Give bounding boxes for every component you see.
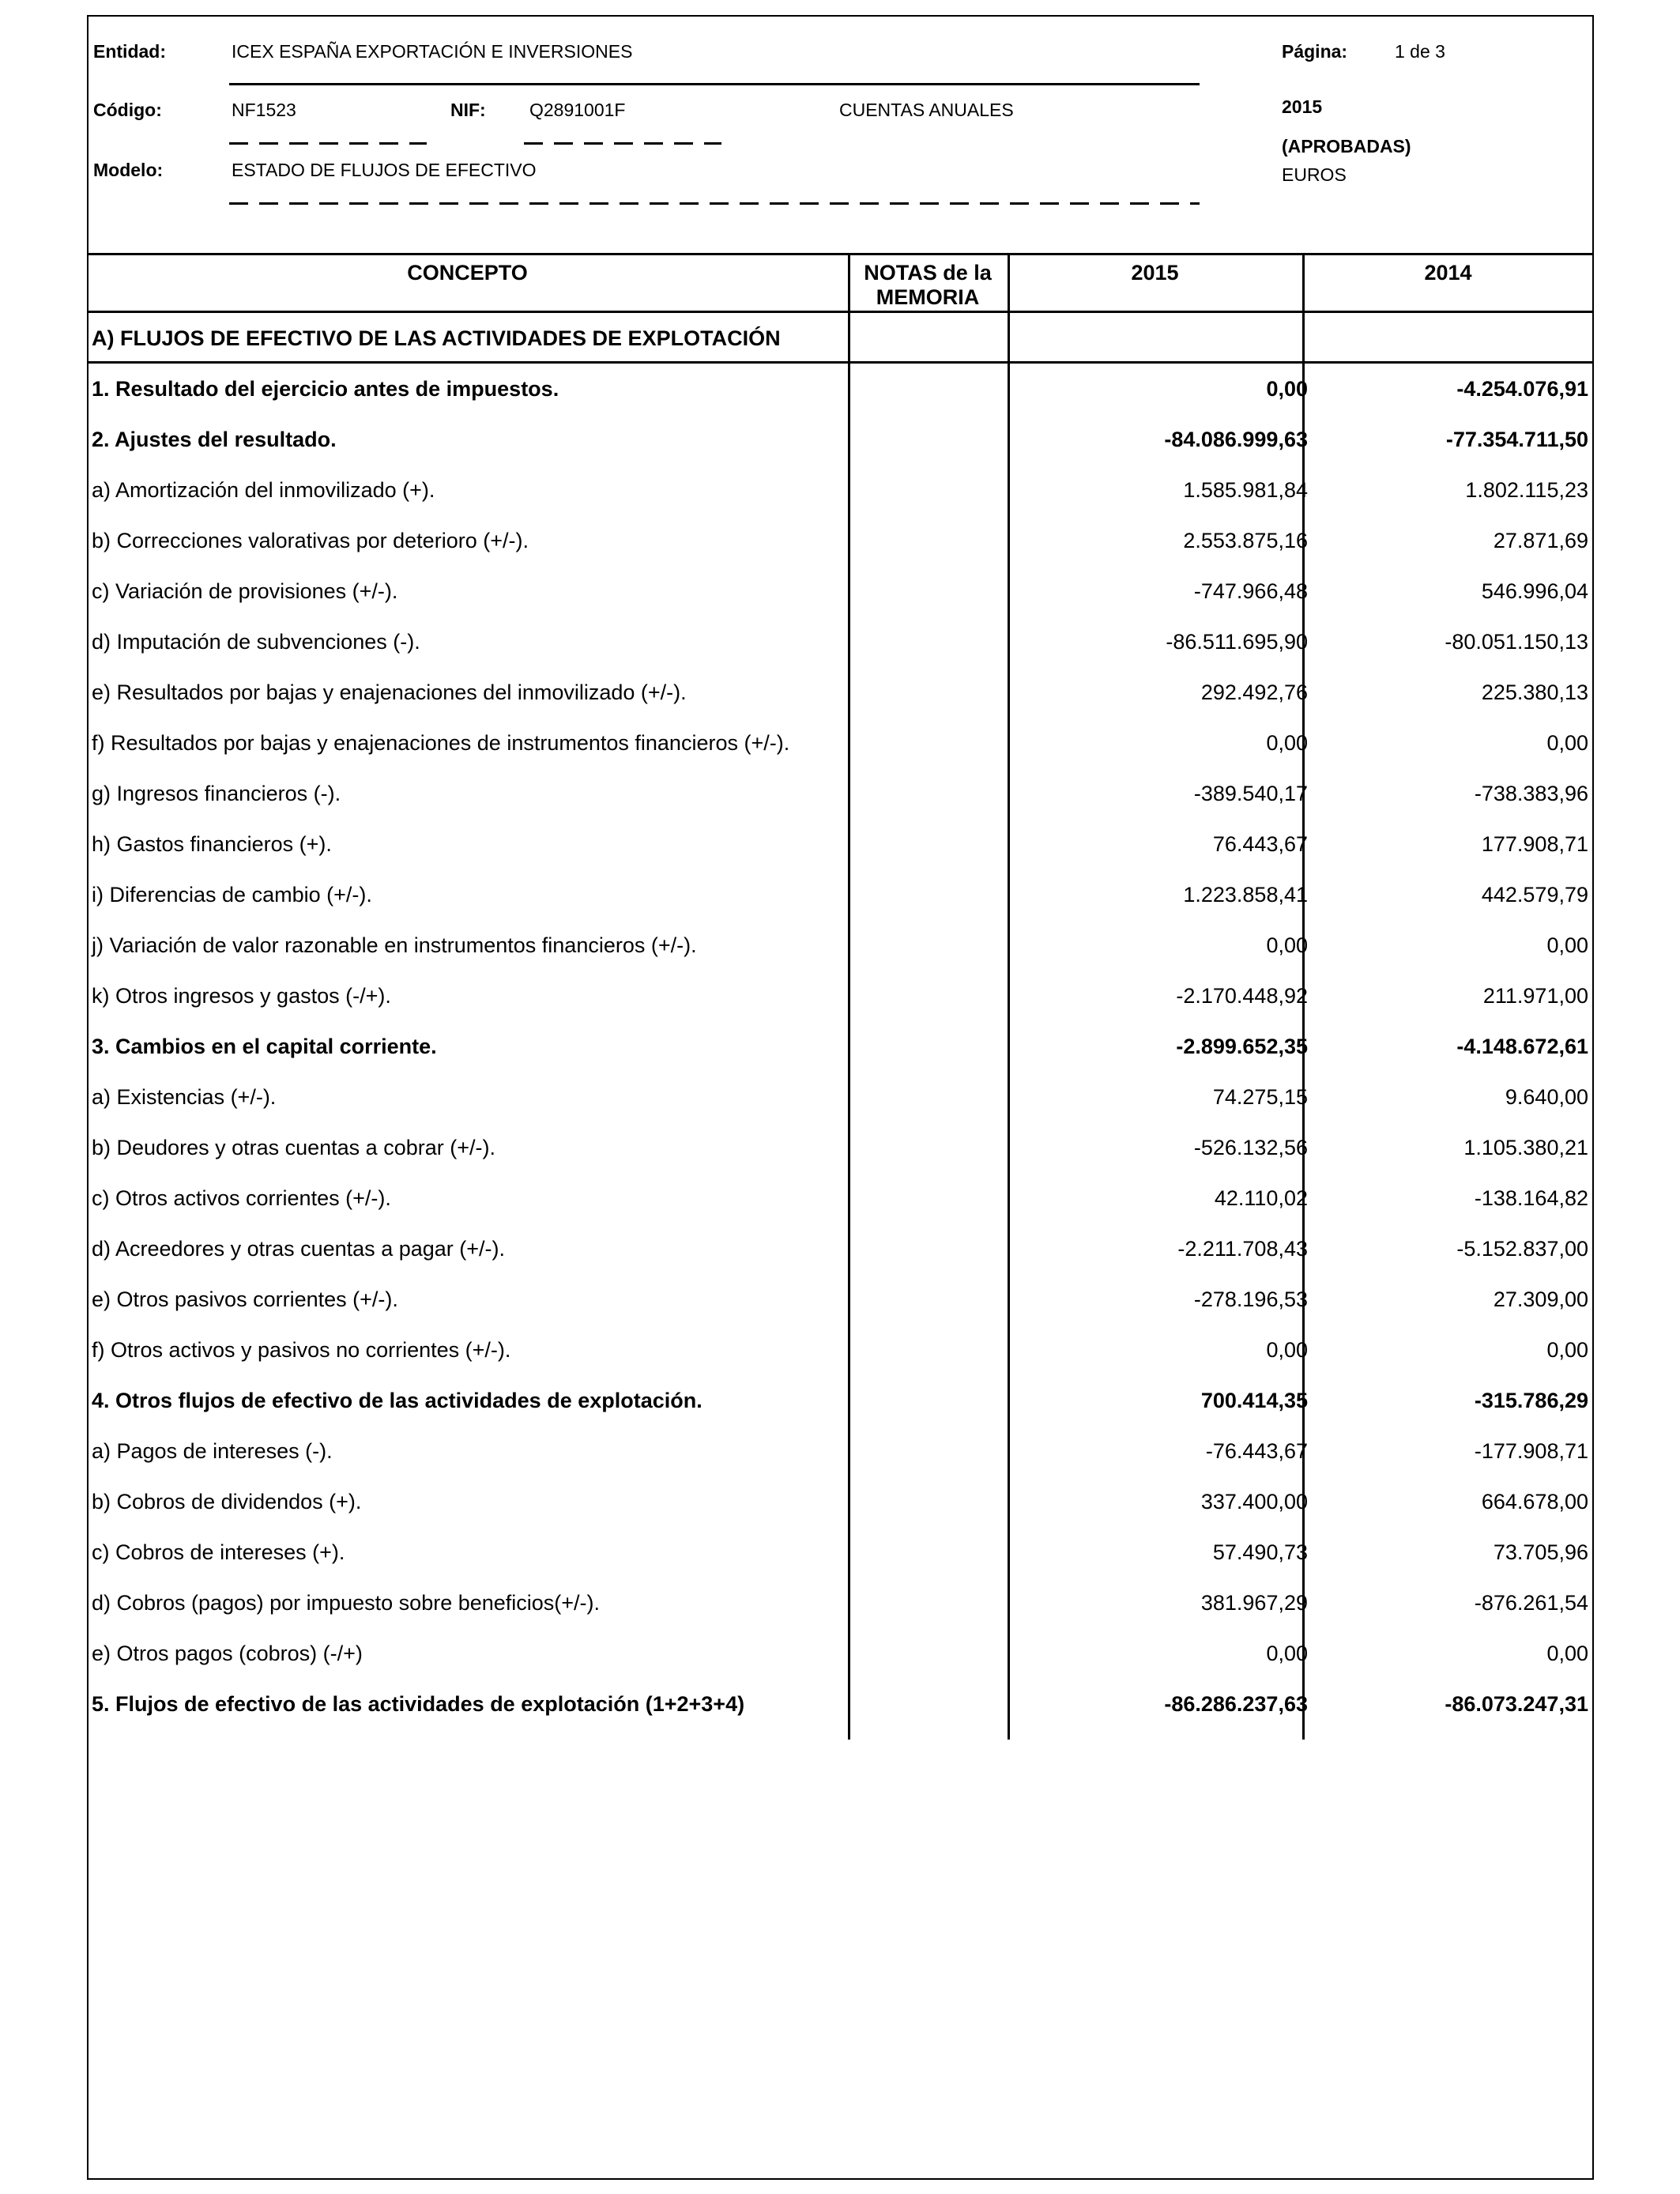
row-value-2014: 225.380,13 bbox=[1481, 680, 1588, 704]
row-value-2014: 664.678,00 bbox=[1481, 1490, 1588, 1514]
row-concepto: f) Otros activos y pasivos no corrientes (+/-). bbox=[92, 1338, 511, 1362]
row-value-2014: -80.051.150,13 bbox=[1445, 630, 1588, 654]
row-concepto: g) Ingresos financieros (-). bbox=[92, 782, 341, 805]
row-value-2015: 0,00 bbox=[1266, 377, 1308, 401]
row-value-2014: 73.705,96 bbox=[1493, 1540, 1588, 1564]
cuentas-anuales: CUENTAS ANUALES bbox=[839, 100, 1014, 120]
table-row bbox=[87, 1173, 1594, 1223]
currency-label: EUROS bbox=[1282, 164, 1347, 185]
row-value-2014: 442.579,79 bbox=[1481, 883, 1588, 907]
row-value-2015: -86.511.695,90 bbox=[1166, 630, 1308, 654]
row-value-2015: 0,00 bbox=[1266, 731, 1308, 755]
row-value-2015: 700.414,35 bbox=[1200, 1389, 1308, 1412]
table-row bbox=[87, 869, 1594, 920]
row-concepto: 3. Cambios en el capital corriente. bbox=[92, 1035, 437, 1058]
table-row bbox=[87, 667, 1594, 718]
row-value-2015: -86.286.237,63 bbox=[1164, 1692, 1308, 1716]
row-concepto: a) Existencias (+/-). bbox=[92, 1085, 277, 1109]
row-value-2015: -2.899.652,35 bbox=[1176, 1035, 1308, 1058]
col-concepto: CONCEPTO bbox=[407, 261, 528, 285]
row-value-2015: -84.086.999,63 bbox=[1164, 428, 1308, 451]
table-row bbox=[87, 971, 1594, 1021]
row-value-2014: -138.164,82 bbox=[1474, 1186, 1588, 1210]
col-divider-2014 bbox=[1302, 253, 1305, 1740]
row-value-2014: -876.261,54 bbox=[1474, 1591, 1588, 1615]
row-value-2015: 74.275,15 bbox=[1212, 1085, 1308, 1109]
row-value-2015: 76.443,67 bbox=[1212, 832, 1308, 856]
row-value-2015: 292.492,76 bbox=[1200, 680, 1308, 704]
codigo-underline bbox=[229, 142, 427, 145]
row-value-2014: 0,00 bbox=[1546, 1338, 1588, 1362]
row-value-2014: -86.073.247,31 bbox=[1445, 1692, 1588, 1716]
row-value-2015: 0,00 bbox=[1266, 1642, 1308, 1665]
row-value-2015: 1.585.981,84 bbox=[1183, 478, 1308, 502]
table-row bbox=[87, 364, 1594, 414]
row-value-2015: 381.967,29 bbox=[1200, 1591, 1308, 1615]
table-row bbox=[87, 1679, 1594, 1729]
entidad-value: ICEX ESPAÑA EXPORTACIÓN E INVERSIONES bbox=[232, 41, 633, 62]
row-value-2014: 211.971,00 bbox=[1482, 984, 1588, 1008]
row-concepto: d) Acreedores y otras cuentas a pagar (+/-). bbox=[92, 1237, 506, 1261]
table-row bbox=[87, 515, 1594, 566]
nif-underline bbox=[524, 142, 721, 145]
table-body bbox=[87, 364, 1594, 1729]
table-row bbox=[87, 1426, 1594, 1476]
row-value-2015: 1.223.858,41 bbox=[1183, 883, 1308, 907]
aprobadas-label: (APROBADAS) bbox=[1282, 136, 1411, 156]
row-value-2015: 0,00 bbox=[1266, 1338, 1308, 1362]
modelo-underline bbox=[229, 202, 1200, 205]
row-value-2015: 337.400,00 bbox=[1200, 1490, 1308, 1514]
table-row bbox=[87, 1223, 1594, 1274]
row-value-2015: 2.553.875,16 bbox=[1183, 529, 1308, 552]
col-divider-2015 bbox=[1008, 253, 1010, 1740]
table-row bbox=[87, 414, 1594, 465]
row-value-2014: 0,00 bbox=[1546, 1642, 1588, 1665]
section-row bbox=[87, 313, 1594, 364]
table-row bbox=[87, 1476, 1594, 1527]
row-value-2015: -278.196,53 bbox=[1193, 1287, 1308, 1311]
row-value-2015: -76.443,67 bbox=[1205, 1439, 1308, 1463]
row-concepto: a) Amortización del inmovilizado (+). bbox=[92, 478, 435, 502]
row-concepto: b) Correcciones valorativas por deterioro (+/-). bbox=[92, 529, 529, 552]
col-divider-notas bbox=[848, 253, 850, 1740]
section-title: A) FLUJOS DE EFECTIVO DE LAS ACTIVIDADES DE EXPLOTACIÓN bbox=[92, 326, 781, 350]
table-row bbox=[87, 768, 1594, 819]
col-notas-line1: NOTAS de la bbox=[864, 261, 992, 285]
row-value-2014: 27.871,69 bbox=[1493, 529, 1588, 552]
row-concepto: 1. Resultado del ejercicio antes de impuestos. bbox=[92, 377, 559, 401]
row-value-2014: -4.254.076,91 bbox=[1456, 377, 1588, 401]
row-concepto: i) Diferencias de cambio (+/-). bbox=[92, 883, 372, 907]
row-value-2014: 0,00 bbox=[1546, 731, 1588, 755]
table-row bbox=[87, 1527, 1594, 1578]
row-value-2014: -4.148.672,61 bbox=[1456, 1035, 1588, 1058]
row-value-2014: -315.786,29 bbox=[1474, 1389, 1588, 1412]
fiscal-year: 2015 bbox=[1282, 96, 1323, 117]
row-value-2014: -77.354.711,50 bbox=[1445, 428, 1588, 451]
modelo-label: Modelo: bbox=[93, 160, 164, 180]
row-value-2015: 57.490,73 bbox=[1212, 1540, 1308, 1564]
row-concepto: c) Cobros de intereses (+). bbox=[92, 1540, 345, 1564]
table-row bbox=[87, 1021, 1594, 1072]
row-concepto: d) Cobros (pagos) por impuesto sobre beneficios(+/-). bbox=[92, 1591, 601, 1615]
codigo-value: NF1523 bbox=[232, 100, 296, 120]
row-value-2014: 1.802.115,23 bbox=[1465, 478, 1588, 502]
table-row bbox=[87, 920, 1594, 971]
row-concepto: f) Resultados por bajas y enajenaciones de instrumentos financieros (+/-). bbox=[92, 731, 790, 755]
table-row bbox=[87, 1072, 1594, 1122]
row-value-2015: -747.966,48 bbox=[1193, 579, 1308, 603]
row-concepto: e) Otros pagos (cobros) (-/+) bbox=[92, 1642, 363, 1665]
row-concepto: b) Deudores y otras cuentas a cobrar (+/-). bbox=[92, 1136, 495, 1159]
row-value-2014: 1.105.380,21 bbox=[1463, 1136, 1588, 1159]
row-value-2014: 9.640,00 bbox=[1505, 1085, 1588, 1109]
row-concepto: e) Otros pasivos corrientes (+/-). bbox=[92, 1287, 398, 1311]
row-value-2015: -526.132,56 bbox=[1193, 1136, 1308, 1159]
row-value-2015: -2.170.448,92 bbox=[1176, 984, 1308, 1008]
row-concepto: 5. Flujos de efectivo de las actividades de explotación (1+2+3+4) bbox=[92, 1692, 745, 1716]
table-row bbox=[87, 1578, 1594, 1628]
row-concepto: d) Imputación de subvenciones (-). bbox=[92, 630, 420, 654]
table-row bbox=[87, 1274, 1594, 1325]
row-concepto: j) Variación de valor razonable en instrumentos financieros (+/-). bbox=[92, 933, 697, 957]
table-row bbox=[87, 819, 1594, 869]
row-value-2014: -5.152.837,00 bbox=[1456, 1237, 1588, 1261]
row-value-2015: -2.211.708,43 bbox=[1177, 1237, 1308, 1261]
table-row bbox=[87, 1375, 1594, 1426]
nif-label: NIF: bbox=[450, 100, 486, 120]
row-concepto: 2. Ajustes del resultado. bbox=[92, 428, 337, 451]
table-row bbox=[87, 1122, 1594, 1173]
row-concepto: b) Cobros de dividendos (+). bbox=[92, 1490, 362, 1514]
table-row bbox=[87, 1325, 1594, 1375]
row-concepto: 4. Otros flujos de efectivo de las actividades de explotación. bbox=[92, 1389, 703, 1412]
cash-flow-table bbox=[87, 253, 1594, 1729]
row-value-2015: -389.540,17 bbox=[1193, 782, 1308, 805]
row-concepto: a) Pagos de intereses (-). bbox=[92, 1439, 333, 1463]
row-concepto: c) Otros activos corrientes (+/-). bbox=[92, 1186, 391, 1210]
row-value-2014: -738.383,96 bbox=[1474, 782, 1588, 805]
table-row bbox=[87, 718, 1594, 768]
codigo-label: Código: bbox=[93, 100, 162, 120]
row-concepto: h) Gastos financieros (+). bbox=[92, 832, 332, 856]
row-concepto: c) Variación de provisiones (+/-). bbox=[92, 579, 398, 603]
nif-value: Q2891001F bbox=[529, 100, 626, 120]
col-2015: 2015 bbox=[1131, 261, 1179, 285]
pagina-label: Página: bbox=[1282, 41, 1348, 62]
row-value-2014: 27.309,00 bbox=[1493, 1287, 1588, 1311]
row-concepto: e) Resultados por bajas y enajenaciones del inmovilizado (+/-). bbox=[92, 680, 687, 704]
row-concepto: k) Otros ingresos y gastos (-/+). bbox=[92, 984, 391, 1008]
row-value-2014: 177.908,71 bbox=[1481, 832, 1588, 856]
header-rule bbox=[229, 83, 1200, 85]
table-header bbox=[87, 253, 1594, 313]
table-row bbox=[87, 1628, 1594, 1679]
table-row bbox=[87, 465, 1594, 515]
row-value-2015: 0,00 bbox=[1266, 933, 1308, 957]
pagina-value: 1 de 3 bbox=[1395, 41, 1445, 62]
row-value-2014: 546.996,04 bbox=[1481, 579, 1588, 603]
row-value-2014: -177.908,71 bbox=[1474, 1439, 1588, 1463]
col-notas-line2: MEMORIA bbox=[876, 285, 980, 309]
modelo-value: ESTADO DE FLUJOS DE EFECTIVO bbox=[232, 160, 537, 180]
col-2014: 2014 bbox=[1424, 261, 1472, 285]
table-row bbox=[87, 616, 1594, 667]
table-row bbox=[87, 566, 1594, 616]
row-value-2014: 0,00 bbox=[1546, 933, 1588, 957]
row-value-2015: 42.110,02 bbox=[1214, 1186, 1308, 1210]
entidad-label: Entidad: bbox=[93, 41, 166, 62]
col-notas bbox=[848, 255, 1008, 311]
